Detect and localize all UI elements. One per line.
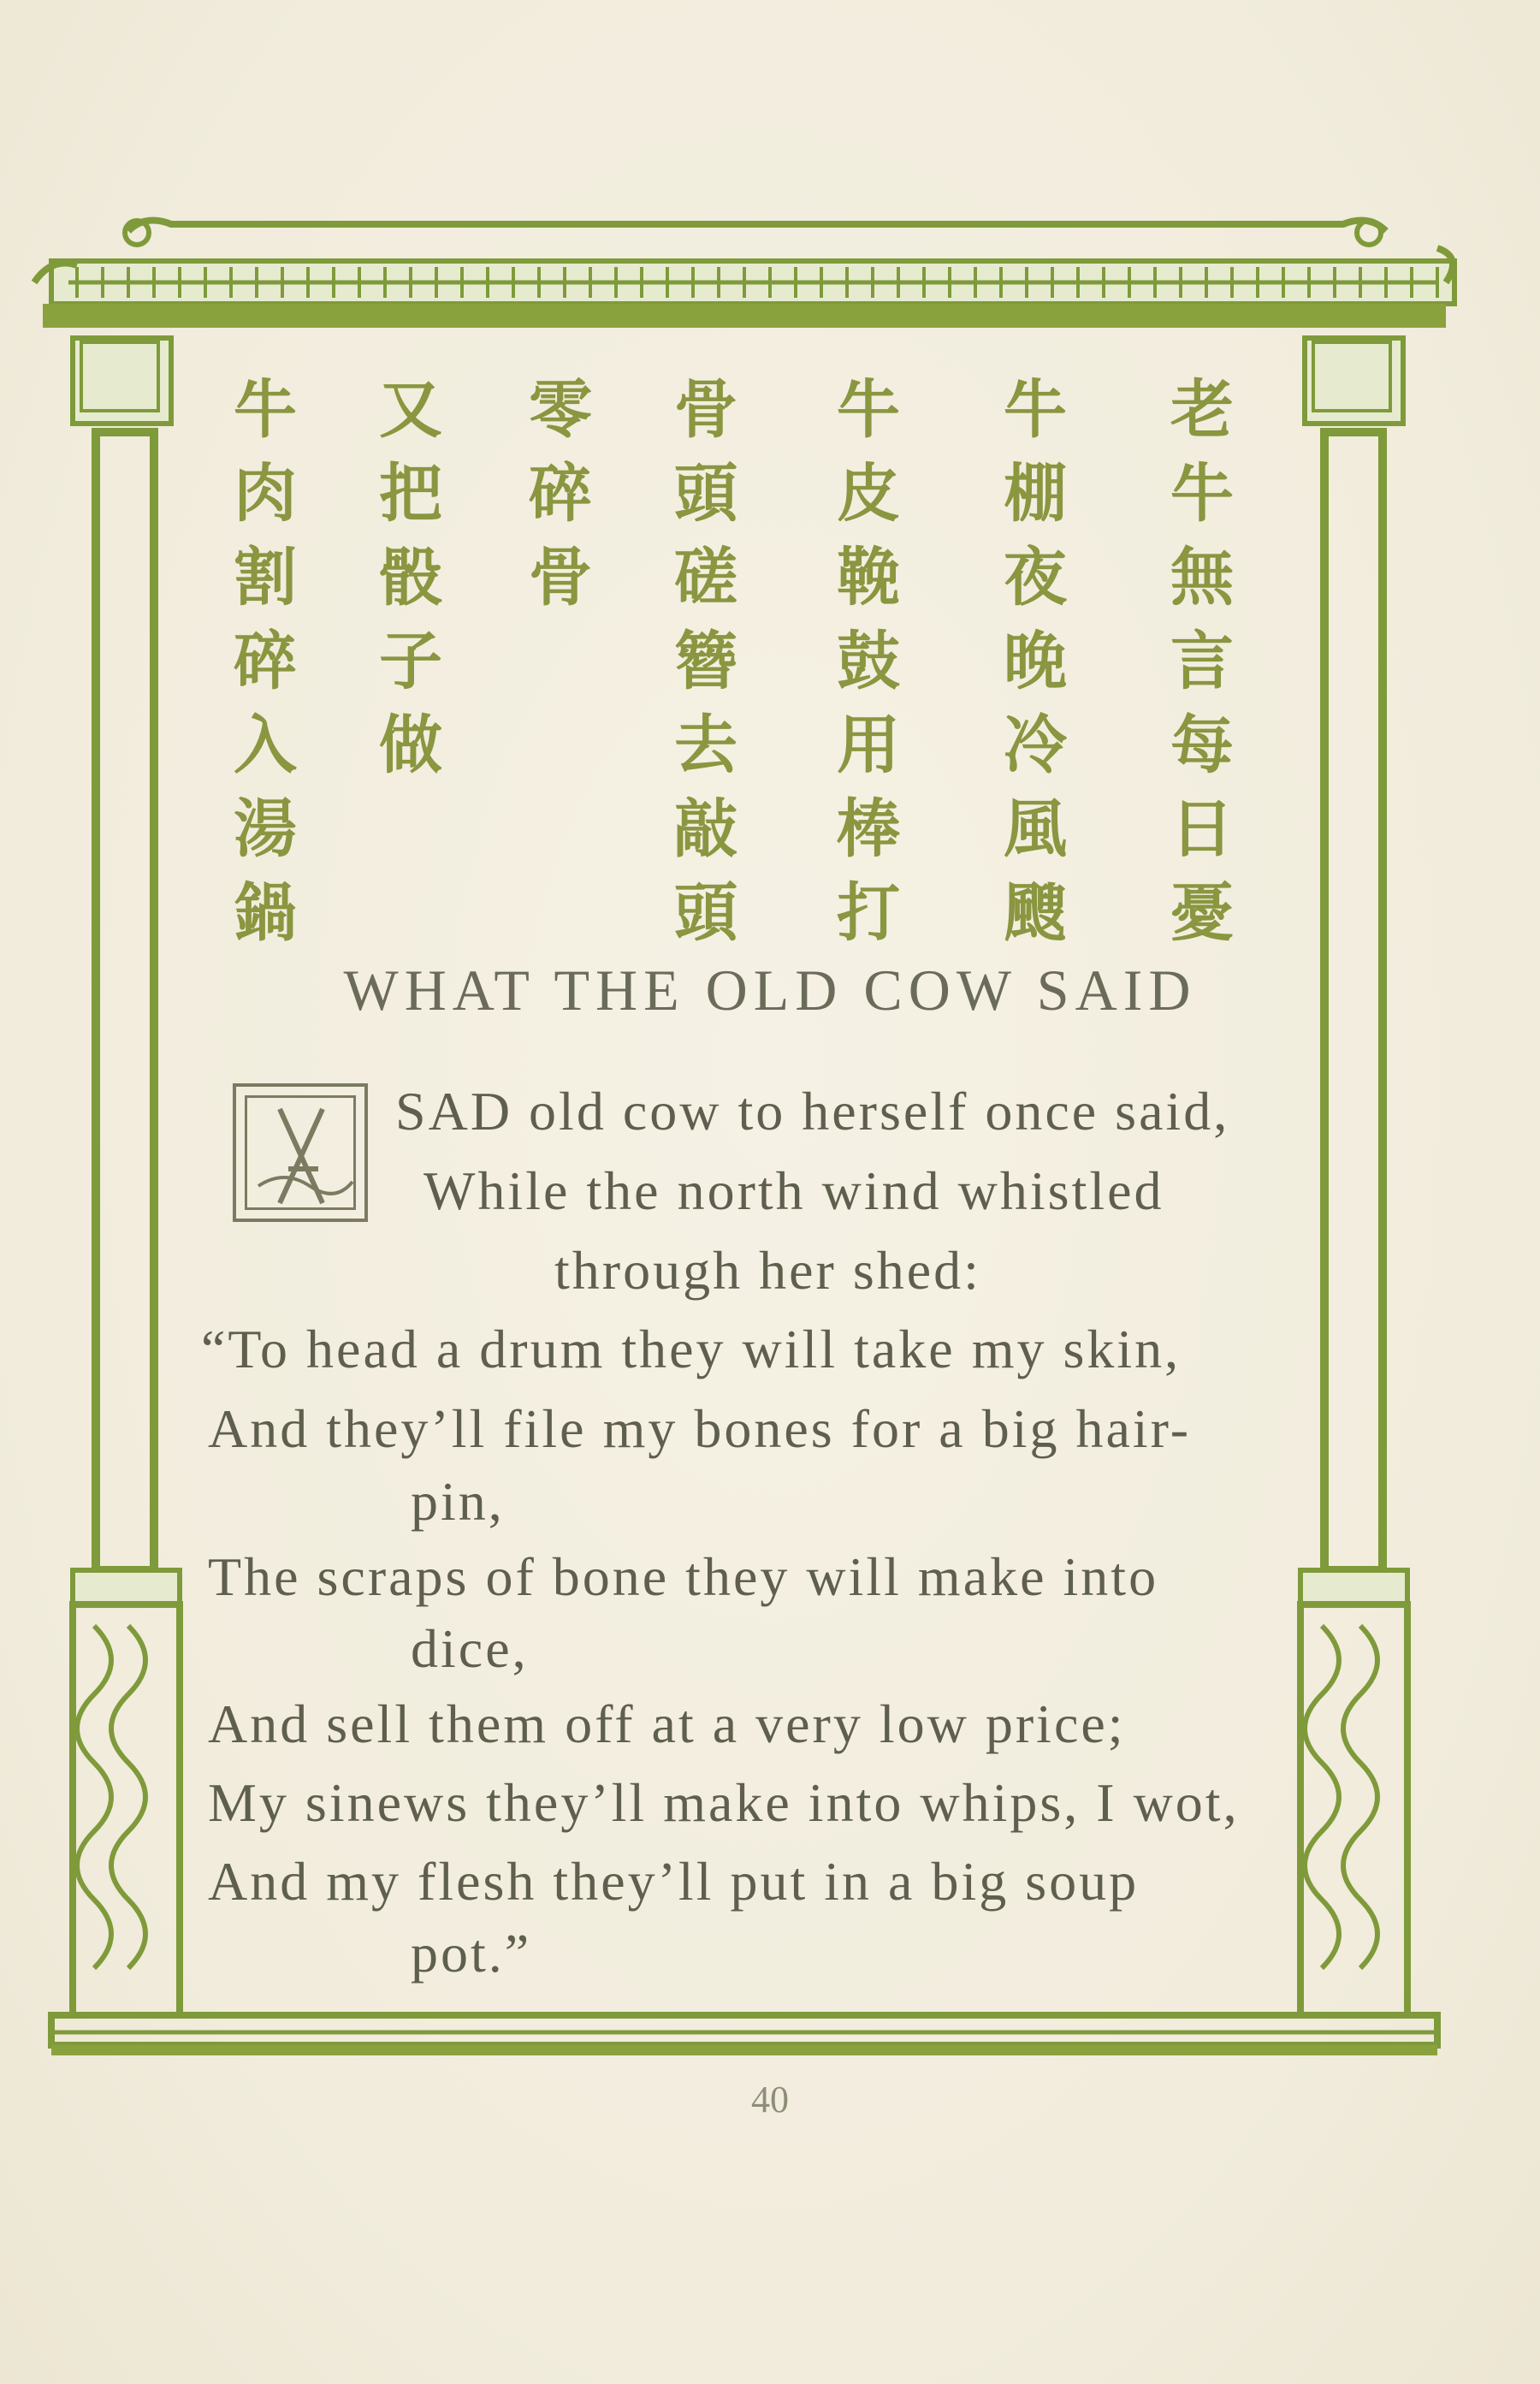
page-number: 40 bbox=[751, 2079, 789, 2120]
chinese-char: 做 bbox=[379, 709, 442, 782]
drop-cap-a-illustration bbox=[233, 1083, 368, 1222]
chinese-char: 骨 bbox=[674, 373, 737, 447]
chinese-char: 牛 bbox=[234, 373, 297, 447]
chinese-char: 入 bbox=[234, 709, 297, 782]
chinese-char: 颼 bbox=[1004, 876, 1067, 950]
chinese-char: 割 bbox=[234, 541, 297, 614]
chinese-char: 簪 bbox=[674, 625, 737, 698]
chinese-char: 牛 bbox=[1004, 373, 1067, 447]
chinese-char: 夜 bbox=[1004, 541, 1067, 614]
chinese-char: 鍋 bbox=[234, 876, 297, 950]
poem-line-1: SAD old cow to herself once said, bbox=[395, 1081, 1230, 1142]
chinese-column-6 bbox=[368, 368, 453, 787]
chinese-char: 湯 bbox=[234, 792, 297, 866]
chinese-char: 牛 bbox=[1170, 457, 1234, 531]
chinese-char: 敲 bbox=[674, 792, 737, 866]
chinese-char: 棒 bbox=[837, 792, 900, 866]
poem-line-3: through her shed: bbox=[554, 1240, 981, 1301]
chinese-char: 牛 bbox=[837, 373, 900, 447]
chinese-char: 無 bbox=[1170, 541, 1234, 614]
right-pillar bbox=[1300, 338, 1407, 2015]
chinese-char: 日 bbox=[1170, 792, 1234, 866]
poem-title: WHAT THE OLD COW SAID bbox=[343, 958, 1197, 1023]
chinese-char: 磋 bbox=[674, 541, 737, 614]
poem-line-5: And they’ll file my bones for a big hair- bbox=[208, 1398, 1191, 1459]
chinese-char: 老 bbox=[1170, 373, 1234, 447]
poem-line-10: My sinews they’ll make into whips, I wot, bbox=[208, 1772, 1240, 1833]
chinese-char: 冷 bbox=[1004, 709, 1067, 782]
poem-line-6: pin, bbox=[411, 1471, 505, 1532]
chinese-char: 言 bbox=[1170, 625, 1234, 698]
chinese-column-1 bbox=[1159, 368, 1245, 955]
chinese-char: 皮 bbox=[837, 457, 900, 531]
chinese-char: 去 bbox=[674, 709, 737, 782]
chinese-char: 鞔 bbox=[837, 541, 900, 614]
chinese-char: 棚 bbox=[1004, 457, 1067, 531]
chinese-column-5 bbox=[518, 368, 603, 620]
poem-line-8: dice, bbox=[411, 1618, 529, 1679]
chinese-char: 又 bbox=[379, 373, 442, 447]
chinese-char: 憂 bbox=[1170, 876, 1234, 950]
chinese-column-3 bbox=[826, 368, 911, 955]
chinese-char: 頭 bbox=[674, 457, 737, 531]
chinese-char: 鼓 bbox=[837, 625, 900, 698]
chinese-char: 用 bbox=[837, 709, 900, 782]
chinese-char: 風 bbox=[1004, 792, 1067, 866]
chinese-char: 骰 bbox=[379, 541, 442, 614]
poem-line-7: The scraps of bone they will make into bbox=[208, 1546, 1159, 1607]
chinese-char: 子 bbox=[379, 625, 442, 698]
chinese-column-7 bbox=[222, 368, 308, 955]
left-pillar bbox=[73, 338, 180, 2015]
poem-line-2: While the north wind whistled bbox=[424, 1160, 1164, 1221]
poem-line-4: “To head a drum they will take my skin, bbox=[201, 1319, 1182, 1379]
poem-line-9: And sell them off at a very low price; bbox=[208, 1693, 1126, 1754]
chinese-char: 碎 bbox=[234, 625, 297, 698]
chinese-char: 把 bbox=[379, 457, 442, 531]
chinese-column-2 bbox=[992, 368, 1078, 955]
chinese-char: 零 bbox=[529, 373, 592, 447]
chinese-column-4 bbox=[663, 368, 749, 955]
chinese-char: 肉 bbox=[234, 457, 297, 531]
chinese-char: 打 bbox=[837, 876, 900, 950]
chinese-char: 碎 bbox=[529, 457, 592, 531]
chinese-char: 頭 bbox=[674, 876, 737, 950]
poem-line-11: And my flesh they’ll put in a big soup bbox=[208, 1851, 1140, 1912]
chinese-char: 每 bbox=[1170, 709, 1234, 782]
base-beam bbox=[51, 2015, 1437, 2055]
chinese-char: 晚 bbox=[1004, 625, 1067, 698]
chinese-char: 骨 bbox=[529, 541, 592, 614]
poem-line-12: pot.” bbox=[411, 1923, 532, 1984]
